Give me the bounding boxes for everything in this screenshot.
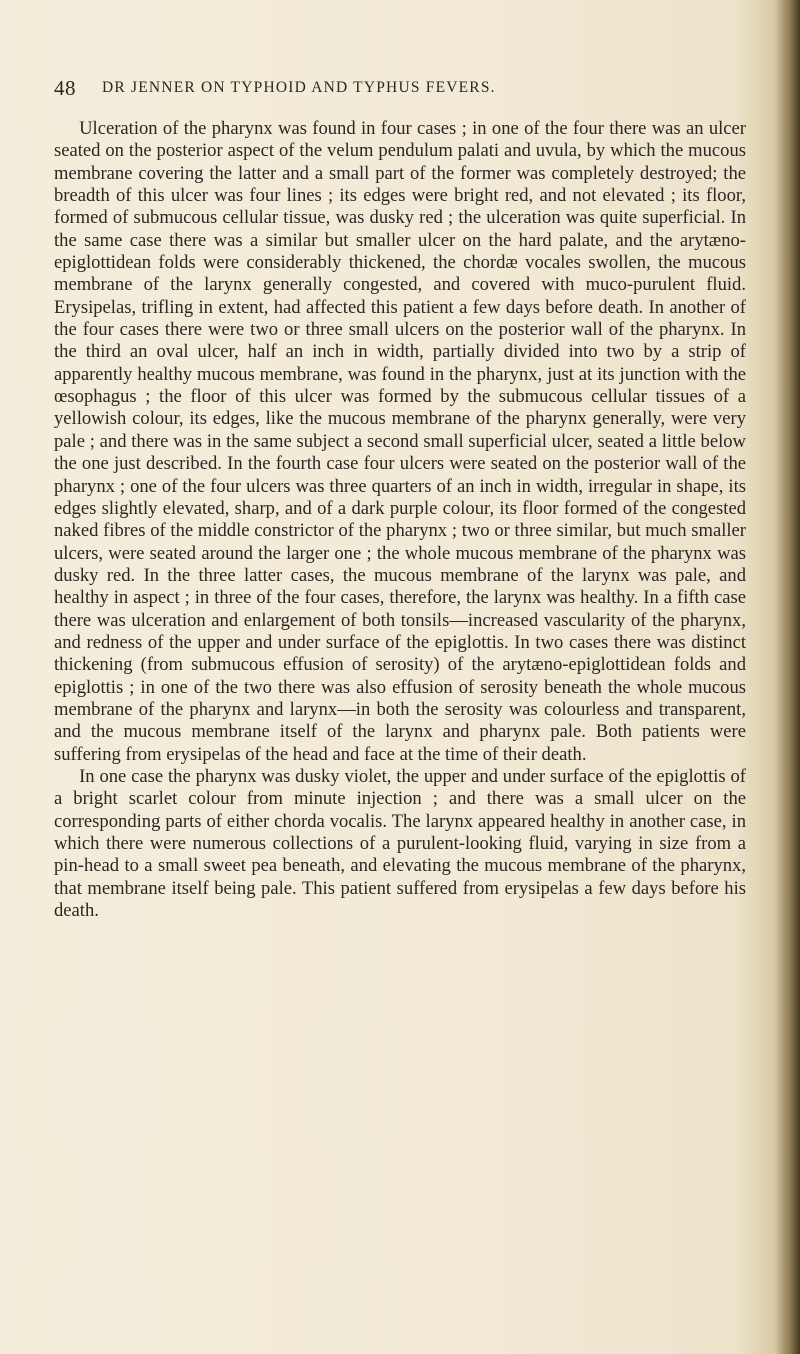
page-header [54, 76, 740, 102]
paragraph: Ulceration of the pharynx was found in four cases ; in one of the four there was an ulcer seated on the posterior aspect of the velum pendulum palati and uvula, by which the mucous membrane covering the latter and a small part of the former was completely destroyed; the breadth of this ulcer was four lines ; its edges were bright red, and not elevated ; its floor, formed of submucous cellular tissue, was dusky red ; the ulceration was quite superficial. In the same case there was a similar but smaller ulcer on the hard palate, and the arytæno-epiglottidean folds were considerably thickened, the chordæ vocales swollen, the mucous membrane of the larynx generally congested, and covered with muco-purulent fluid. Erysipelas, trifling in extent, had affected this patient a few days before death. In another of the four cases there were two or three small ulcers on the posterior wall of the pharynx. In the third an oval ulcer, half an inch in width, partially divided into two by a strip of apparently healthy mucous membrane, was found in the pharynx, just at its junction with the œsophagus ; the floor of this ulcer was formed by the submucous cellular tissues of a yellowish colour, its edges, like the mucous membrane of the pharynx generally, were very pale ; and there was in the same subject a second small superficial ulcer, seated a little below the one just described. In the fourth case four ulcers were seated on the posterior wall of the pharynx ; one of the four ulcers was three quarters of an inch in width, irregular in shape, its edges slightly elevated, sharp, and of a dark purple colour, its floor formed of the congested naked fibres of the middle constrictor of the pharynx ; two or three similar, but much smaller ulcers, were seated around the larger one ; the whole mucous membrane of the pharynx was dusky red. In the three latter cases, the mucous membrane of the larynx was pale, and healthy in aspect ; in three of the four cases, therefore, the larynx was healthy. In a fifth case there was ulceration and enlargement of both tonsils—increased vascularity of the pharynx, and redness of the upper and under surface of the epiglottis. In two cases there was distinct thickening (from submucous effusion of serosity) of the arytæno-epiglottidean folds and epiglottis ; in one of the two there was also effusion of serosity beneath the whole mucous membrane of the pharynx and larynx—in both the serosity was colourless and transparent, and the mucous membrane itself of the larynx and pharynx pale. Both patients were suffering from erysipelas of the head and face at the time of their death. [54, 118, 746, 765]
running-head: DR JENNER ON TYPHOID AND TYPHUS FEVERS. [102, 79, 496, 96]
body-text [54, 118, 746, 922]
page-edge-shadow [774, 0, 800, 1354]
page-number: 48 [54, 76, 76, 100]
paragraph: In one case the pharynx was dusky violet, the upper and under surface of the epiglottis of a bright scarlet colour from minute injection ; and there was a small ulcer on the corresponding parts of either chorda vocalis. The larynx appeared healthy in another case, in which there were numerous collections of a purulent-looking fluid, varying in size from a pin-head to a small sweet pea beneath, and elevating the mucous membrane of the pharynx, that membrane itself being pale. This patient suffered from erysipelas a few days before his death. [54, 765, 746, 922]
